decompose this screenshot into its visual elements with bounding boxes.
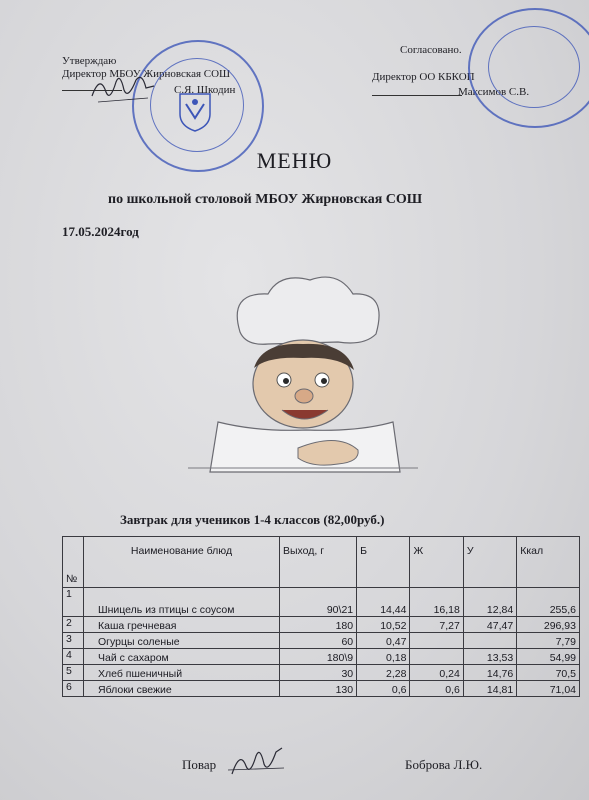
row-fat: [410, 649, 463, 665]
header-protein: Б: [357, 537, 410, 588]
row-kcal: 7,79: [517, 633, 580, 649]
row-name: Шницель из птицы с соусом: [84, 588, 280, 617]
row-output: 60: [280, 633, 357, 649]
row-protein: 0,6: [357, 681, 410, 697]
row-kcal: 255,6: [517, 588, 580, 617]
row-fat: 7,27: [410, 617, 463, 633]
page-title: МЕНЮ: [256, 148, 333, 173]
row-carbs: 47,47: [463, 617, 516, 633]
menu-table: [62, 536, 580, 697]
row-output: 180\9: [280, 649, 357, 665]
table-row: [63, 665, 580, 681]
header-num: №: [63, 537, 84, 588]
row-num: 1: [63, 588, 84, 617]
row-carbs: 12,84: [463, 588, 516, 617]
row-kcal: 71,04: [517, 681, 580, 697]
table-row: [63, 633, 580, 649]
table-row: [63, 588, 580, 617]
header-output: Выход, г: [280, 537, 357, 588]
row-protein: 14,44: [357, 588, 410, 617]
row-num: 3: [63, 633, 84, 649]
row-fat: [410, 633, 463, 649]
row-name: Яблоки свежие: [84, 681, 280, 697]
cook-signature: [226, 740, 286, 782]
row-num: 2: [63, 617, 84, 633]
header-name: Наименование блюд: [84, 537, 280, 588]
row-fat: 0,6: [410, 681, 463, 697]
chef-illustration: [188, 272, 418, 482]
row-kcal: 296,93: [517, 617, 580, 633]
signature-line-right: [372, 95, 462, 96]
row-carbs: 13,53: [463, 649, 516, 665]
page-subtitle: по школьной столовой МБОУ Жирновская СОШ: [108, 192, 423, 207]
row-kcal: 70,5: [517, 665, 580, 681]
agreement-director-name: Максимов С.В.: [458, 86, 530, 98]
row-num: 6: [63, 681, 84, 697]
cook-name: Боброва Л.Ю.: [405, 757, 483, 772]
header-kcal: Ккал: [517, 537, 580, 588]
meal-title: Завтрак для учеников 1-4 классов (82,00руб.): [120, 512, 385, 527]
row-fat: 0,24: [410, 665, 463, 681]
menu-date: 17.05.2024год: [62, 224, 139, 239]
row-num: 4: [63, 649, 84, 665]
row-name: Чай с сахаром: [84, 649, 280, 665]
row-name: Каша гречневая: [84, 617, 280, 633]
organization-stamp: [468, 8, 589, 128]
row-fat: 16,18: [410, 588, 463, 617]
row-protein: 0,47: [357, 633, 410, 649]
row-carbs: [463, 633, 516, 649]
row-protein: 10,52: [357, 617, 410, 633]
approval-director: Директор МБОУ Жирновская СОШ: [62, 68, 231, 80]
row-protein: 0,18: [357, 649, 410, 665]
emblem-icon: [178, 92, 212, 132]
table-row: [63, 681, 580, 697]
agreement-director: Директор ОО КБКОП: [372, 71, 475, 83]
header-fat: Ж: [410, 537, 463, 588]
approval-director-name: С.Я. Шкодин: [174, 84, 236, 96]
row-output: 130: [280, 681, 357, 697]
row-carbs: 14,81: [463, 681, 516, 697]
agreement-label: Согласовано.: [400, 44, 462, 56]
director-signature: [88, 68, 158, 108]
table-row: [63, 649, 580, 665]
approval-label: Утверждаю: [62, 55, 117, 67]
table-row: [63, 617, 580, 633]
row-protein: 2,28: [357, 665, 410, 681]
row-name: Хлеб пшеничный: [84, 665, 280, 681]
row-output: 180: [280, 617, 357, 633]
table-header-row: [63, 537, 580, 588]
row-num: 5: [63, 665, 84, 681]
header-carbs: У: [463, 537, 516, 588]
row-carbs: 14,76: [463, 665, 516, 681]
row-output: 30: [280, 665, 357, 681]
row-kcal: 54,99: [517, 649, 580, 665]
cook-label: Повар: [182, 757, 217, 772]
row-output: 90\21: [280, 588, 357, 617]
row-name: Огурцы соленые: [84, 633, 280, 649]
